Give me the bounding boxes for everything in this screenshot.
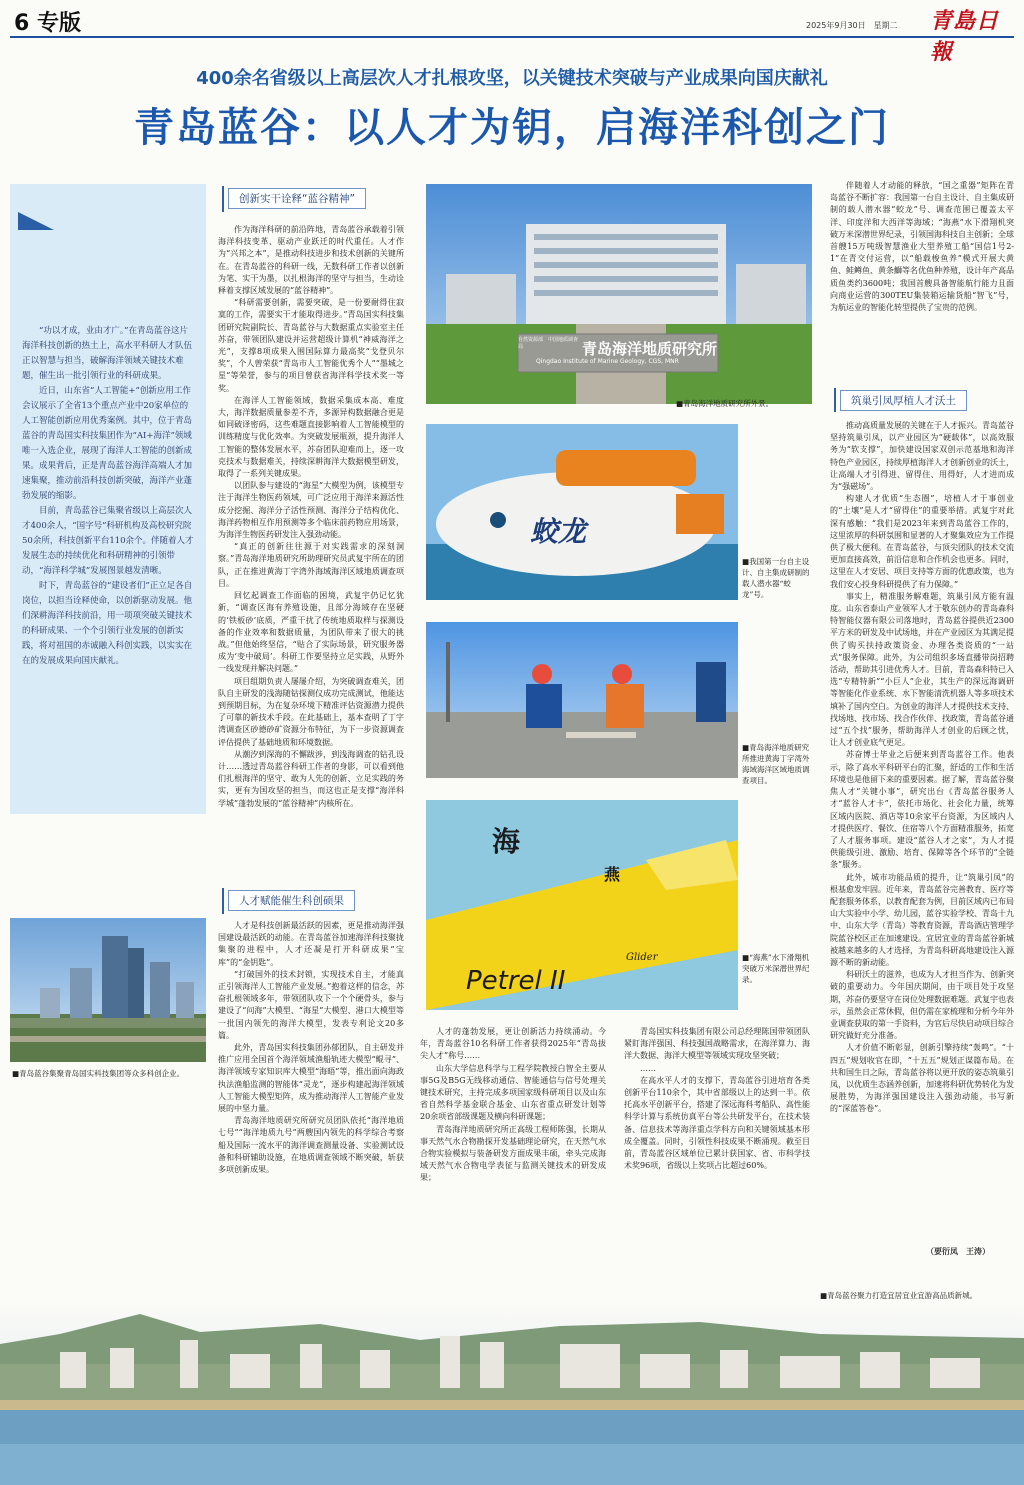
- page-number: 6: [14, 11, 30, 36]
- byline: （要衍凤 王涛）: [926, 1246, 990, 1256]
- photo-researchers: [426, 622, 738, 778]
- caption-panorama: ■青岛蓝谷聚力打造宜居宜业宜游高品质新城。: [820, 1291, 978, 1300]
- column-3-lower: [624, 1026, 810, 1282]
- glider-model: Glider: [626, 952, 658, 963]
- header-rule: [10, 36, 1014, 38]
- lead-paragraph: 目前，青岛蓝谷已集聚省级以上高层次人才400余人，“国字号”科研机构及高校研究院50余所，科技创新平台110余个。伴随着人才发展生态的持续优化和科研精神的引领带动，“海洋科学城”发展图景越发清晰。: [22, 506, 194, 576]
- section-heading-bar: [222, 888, 224, 914]
- paragraph: 项目组期负责人屡屡介绍，为突破调查难关，团队自主研发的浅海随钻探测仪成功完成测试，他能达到预期目标，为在复杂环境下精准评估资源潜力提供了可靠的新技术手段。在此基础上，基本查明了丁字湾调查区砂德砂矿资源分布特征，为下一步资源调查评估提供了基础地质和环境数据。: [218, 676, 404, 747]
- article-title: 青岛蓝谷：以人才为钥，启海洋科创之门: [134, 105, 890, 151]
- paragraph: 此外，青岛国实科技集团孙郁团队，自主研发并推广应用全国首个海洋领域渔船轨迹大模型“鲲寻”、海洋领域专家知识库大模型“海晤”等，推出面向海政执法渔船监测的智能体“灵龙”，逐步构建起海洋领域人工智能大模型矩阵，成为推动海洋人工智能产业发展的中坚力量。: [218, 1043, 404, 1114]
- paragraph: 以团队参与建设的“海星”大模型为例，该模型专注于海洋生物医药领域，可广泛应用于海洋来源活性成分挖掘、海洋分子活性预测、海洋分子结构优化、海洋药物相互作用预测等多个临床前药物应用场景，为海洋生物医药研发注入强劲动能。: [218, 481, 404, 540]
- column-4-lower: [830, 420, 1014, 1242]
- column-2-lower: [420, 1026, 606, 1282]
- institute-sign-english: Qingdao Institute of Marine Geology, CGS, MNR: [536, 358, 679, 365]
- lead-paragraph: “功以才成，业由才广。”在青岛蓝谷这片海洋科技创新的热土上，高水平科研人才队伍正以智慧与担当，破解海洋领域关键技术难题，催生出一批引领行业的科研成果。: [22, 326, 193, 381]
- caption-building: ■青岛海洋地质研究所外景。: [676, 399, 774, 408]
- glider-character-yan: 燕: [604, 865, 621, 884]
- photo-office-towers: [10, 918, 206, 1062]
- section-heading-2: 人才赋能催生科创硕果: [228, 890, 355, 911]
- paragraph: 人才价值不断彰显，创新引擎持续“轰鸣”。“十四五”规划收官在即，“十五五”规划正谋篇布局。在共和国生日之际，青岛蓝谷将以更开放的姿态筑巢引凤，以优质生态涵养创新，加速将科研优势转化为发展胜势，为海洋强国建设注入强劲动能，书写新的“深蓝答卷”。: [830, 1043, 1014, 1114]
- caption-haiyan: ■“海燕”水下滑翔机突破万米深潜世界纪录。: [742, 953, 810, 984]
- newspaper-logo: 青島日報: [930, 8, 1000, 65]
- paragraph: 人才是科技创新最活跃的因素，更是推动海洋强国建设最活跃的动能。在青岛蓝谷加速海洋科技聚拢集聚的进程中，人才还凝是打开科研成果“宝库”的“金钥匙”。: [218, 921, 404, 967]
- glider-character-hai: 海: [492, 825, 521, 858]
- photo-haiyan-glider: [426, 800, 738, 1010]
- paragraph: “科研需要创新，需要突破，是一份要耐得住寂寞的工作，需要实干才能取得进步。”青岛国实科技集团研究院副院长、青岛蓝谷与大数据重点实验室主任苏奋，带领团队建设并运营超级计算机“神威海洋之光”，支撑8项成果入围国际算力最高奖“戈登贝尔奖”，个人曾荣获“青岛市人工智能优秀个人”“墨城之星”等荣誉，参与的项目曾获省海洋科学技术奖一等奖。: [218, 298, 404, 393]
- jiaolong-hull-text: 蛟龙: [530, 515, 587, 548]
- caption-researchers: ■青岛海洋地质研究所推进黄海丁字湾外海域海洋区域地质调查项目。: [742, 743, 810, 785]
- lead-paragraph: 时下，青岛蓝谷的“建设者们”正立足各自岗位，以担当诠释使命，以创新驱动发展。他们深耕海洋科技前沿，用一项项突破关键技术的科研成果、一个个引领行业发展的创新实践，将对祖国的赤诚融入科创实践，以实实在在的发展成果向国庆献礼。: [22, 581, 193, 666]
- article-subtitle: 400余名省级以上高层次人才扎根攻坚，以关键技术突破与产业成果向国庆献礼: [196, 68, 828, 89]
- paragraph: 青岛国实科技集团有限公司总经理陈国带领团队紧盯海洋强国、科技强国战略需求，在海洋算力、海洋大数据、海洋大模型等领域实现攻坚突破；: [624, 1027, 810, 1061]
- caption-jiaolong: ■我国第一台自主设计、自主集成研制的载人潜水器“蛟龙”号。: [742, 557, 810, 599]
- paragraph: 人才的蓬勃发展，更让创新活力持续涌动。今年，青岛蓝谷10名科研工作者获得2025年“青岛拔尖人才”称号……: [420, 1027, 606, 1061]
- page-number-and-section: [14, 6, 81, 37]
- section-heading-bar: [222, 186, 224, 212]
- paragraph: 从潮汐到深海的不懈跋涉，到浅海调查的钻孔设计……透过青岛蓝谷科研工作者的身影，可以看到他们扎根海洋的坚守、敢为人先的创新、立足实践的务实，更有为国攻坚的担当，而这也正是支撑“海洋科学城”蓬勃发展的“蓝谷精神”内核所在。: [218, 749, 404, 808]
- paragraph: 苏奋博士毕业之后便来到青岛蓝谷工作。他表示，除了高水平科研平台的汇聚，舒适的工作和生活环境也是他留下来的重要因素。据了解，青岛蓝谷聚焦人才“关键小事”，研究出台《青岛蓝谷服务人才“蓝谷人才卡”，依托市场化、社会化力量，统筹区域内医院、酒店等10余家平台资源，为区域内人才提供医疗、餐饮、住宿等八个方面精准服务，拓宽了人才服务事项。建设“蓝谷人才之家”，为人才提供能级引进、激励、培育、保障等各个环节的“全链条”服务。: [830, 750, 1014, 870]
- column-4-upper: [830, 180, 1014, 380]
- section-name: 专版: [36, 11, 81, 36]
- paragraph: 作为海洋科研的前沿阵地，青岛蓝谷承载着引领海洋科技变革、驱动产业跃迁的时代重任。人才作为“兴邦之本”，是推动科技进步和技术创新的关键所在。在青岛蓝谷的科研一线，无数科研工作者以创新为笔、实干为墨，以扎根海洋的坚守与担当，生动诠释着支撑区域发展的“蓝谷精神”。: [218, 225, 404, 296]
- photo-institute-building: [426, 184, 812, 404]
- photo-jiaolong-submersible: [426, 424, 738, 600]
- paragraph: 此外，城市功能品质的提升，让“筑巢引凤”的根基愈发牢固。近年来，青岛蓝谷完善教育、医疗等配套服务体系，以教育配套为例，目前区域内已布局山大实验中小学、幼儿园，蓝谷实验学校、青岛十九中、山东大学（青岛）等教育资源，青岛酒店管理学院蓝谷校区正在加速建设。宜居宜业的青岛蓝谷新城被越来越多的人才选择，为青岛科研高地建设注入源源不断的新动能。: [830, 872, 1014, 967]
- institute-sign-top: 自然资源部 中国地质调查局: [518, 337, 579, 350]
- paragraph: “真正的创新往往源于对实践需求的深刻洞察。”青岛海洋地质研究所助理研究员武复宇所在的团队，正在推进黄海丁字湾外海域海洋区域地质调查项目。: [218, 542, 404, 588]
- photo-panorama-city: [0, 1304, 1024, 1485]
- paragraph: ……: [640, 1063, 656, 1073]
- glider-brand: Petrel II: [466, 966, 566, 996]
- paragraph: 伴随着人才动能的释放，“国之重器”矩阵在青岛蓝谷不断扩容：我国第一台自主设计、自主集成研制的载人潜水器“蛟龙”号、调查范围已覆盖太平洋、印度洋和大西洋等海域；“海燕”水下滑翔机突破万米深潜世界纪录，引领国海科技自主创新；全球首艘15万吨级智慧渔业大型养殖工船“国信1号2-1”在青交付运营，以“船载梭鱼养”模式开展大黄鱼、鲑鳟鱼、黄条鰤等名优鱼种养殖，设计年产高品质鱼类约3600吨；我国首艘具备智能航行能力且面向商业运营的300TEU集装箱运输货船“智飞”号，为航运业的智能化转型提供了宝贵的范例。: [830, 181, 1014, 313]
- lead-text: [22, 324, 194, 669]
- section-heading-bar: [834, 388, 836, 412]
- paragraph: 事实上，精准服务解难题，筑巢引凤方能有温度。山东省泰山产业领军人才于敬东创办的青岛森科特智能仪器有限公司落地时，青岛蓝谷提供近2300平方米的研发及中试场地，并在产业园区为其满足提供了购买扶持政策资金、办理各类资质的“一站式”服务保障。此外，为公司组织多场直播带岗招聘活动，帮助其引进优秀人才。目前，青岛森科特已入选“专精特新”“小巨人”企业，其生产的深远海调研等智能化作业系统、水下智能清洗机器人等多项技术填补了国内空白。为创业的海洋人才提供技术支持、找场地、找市场、找合作伙伴、找政策，青岛蓝谷通过“五个找”服务，帮助海洋人才创业的后顾之忧，让人才创业底气更足。: [830, 591, 1014, 748]
- issue-date: 2025年9月30日 星期二: [806, 21, 898, 30]
- caption-towers: ■青岛蓝谷集聚青岛国实科技集团等众多科创企业。: [12, 1069, 185, 1078]
- paragraph: 青岛海洋地质研究所正高级工程师陈强，长期从事天然气水合物勘探开发基础理论研究，在天然气水合物实验模拟与装备研发方面成果丰硕，牵头完成海域天然气水合物电学表征与监测关键技术的研发成果；: [420, 1124, 606, 1183]
- paragraph: 山东大学信息科学与工程学院教授白智全主要从事5G及B5G无线移动通信、智能通信与信号处理关键技术研究，主持完成多项国家级科研项目以及山东省自然科学基金联合基金、山东省重点研发计划等20余项省部级课题及横向科研课题；: [420, 1063, 606, 1122]
- lead-paragraph: 近日，山东省“人工智能+”创新应用工作会议展示了全省13个重点产业中20家单位的人工智能创新应用优秀案例。其中，位于青岛蓝谷的青岛国实科技集团作为“AI+海洋”领域唯一入选企业，展现了海洋人工智能的创新成果。成果背后，正是青岛蓝谷海洋高端人才加速集聚，推动前沿科技创新突破，海洋产业蓬勃发展的缩影。: [22, 386, 193, 501]
- paragraph: 在高水平人才的支撑下，青岛蓝谷引进培育各类创新平台110余个，其中省部级以上的达到一半。依托高水平创新平台，搭建了深远海科考船队、高性能科学计算与系统仿真平台等公共研发平台，在技术装备、信息技术等海洋重点学科方向和关键领域基本形成全覆盖。同时，引领性科技成果不断涌现。截至目前，青岛蓝谷区域单位已累计获国家、省、市科学技术奖96项，省级以上奖项占比超过60%。: [624, 1075, 810, 1171]
- institute-sign: 青岛海洋地质研究所: [582, 340, 718, 358]
- section-heading-1: 创新实干诠释“蓝谷精神”: [228, 188, 366, 209]
- paragraph: 科研沃土的滋养，也成为人才担当作为、创新突破的重要动力。今年国庆期间，由于项目处于攻坚期，苏奋仍要坚守在岗位处理数据难题。武复宇也表示，虽然会正常休假，但仍需在家梳理和分析今年外业调查获取的第一手资料，为官后尽快启动项目综合研究做好充分准备。: [830, 970, 1014, 1041]
- section-heading-3: 筑巢引凤厚植人才沃土: [840, 390, 967, 411]
- paragraph: 青岛海洋地质研究所研究员团队依托“海洋地质七号”“海洋地质九号”两艘国内领先的科学综合考察船及国际一流水平的海洋调查测量设备、实验测试设备和科研辅助设施，在地质调查领域不断突破，斩获多项创新成果。: [218, 1116, 404, 1175]
- paragraph: 构建人才优质“生态圈”，培植人才于事创业的“土壤”是人才“留得住”的重要举措。武复宇对此深有感触：“我们是2023年来到青岛蓝谷工作的，这里浓厚的科研氛围和显著的人才聚集效应为工作提供了极大便利。在青岛蓝谷，与顶尖团队的技术交流更加直接高效，前沿信息和合作机会也更多。同时，这里在人才安居、项目支持等方面的优惠政策，也为我们安心投身科研提供了有力保障。”: [830, 494, 1014, 589]
- paragraph: 在海洋人工智能领域，数据采集成本高、难度大，海洋数据质量参差不齐，多源异构数据融合更是如同破译密码，这些难题直接影响着人工智能模型的训练精度与优化效率。为突破发展瓶颈，提升海洋人工智能的整体发展水平，苏奋团队迎难而上，逐一攻克技术与数据难关，持续深耕海洋大数据模型研发，取得了一系列关键成果。: [218, 395, 404, 479]
- paragraph: “打破国外的技术封锁，实现技术自主，才能真正引领海洋人工智能产业发展。”抱着这样的信念，苏奋扎根领域多年，带领团队攻下一个个硬骨头，参与建设了“问海”大模型、“海星”大模型、港口大模型等一批国内领先的海洋大模型，发表专利论文20多篇。: [218, 969, 404, 1040]
- column-1: [218, 224, 404, 882]
- lead-triangle-decoration: [18, 212, 54, 230]
- column-1-lower: [218, 920, 404, 1280]
- paragraph: 回忆起调查工作面临的困境，武复宇仍记忆犹新，“调查区海有养殖设施，且部分海域存在坚硬的‘铁板砂’底质，严重干扰了传统地质取样与探测设备的作业效率和数据质量，为团队带来了很大的挑战。”但他始终坚信，“贴合了实际场景，研究服务器成为‘变中破局’。科研工作要坚持立足实践，从野外一线发现并解决问题。”: [218, 591, 404, 674]
- paragraph: 推动高质量发展的关键在于人才振兴。青岛蓝谷坚持筑巢引凤，以产业园区为“硬载体”，以高效服务为“软支撑”，加快建设国家双创示范基地和海洋特色产业园区，持续厚植海洋人才创新创业的沃土，让高端人才引得进、留得住、用得好，人才进而成为“强磁场”。: [830, 421, 1014, 492]
